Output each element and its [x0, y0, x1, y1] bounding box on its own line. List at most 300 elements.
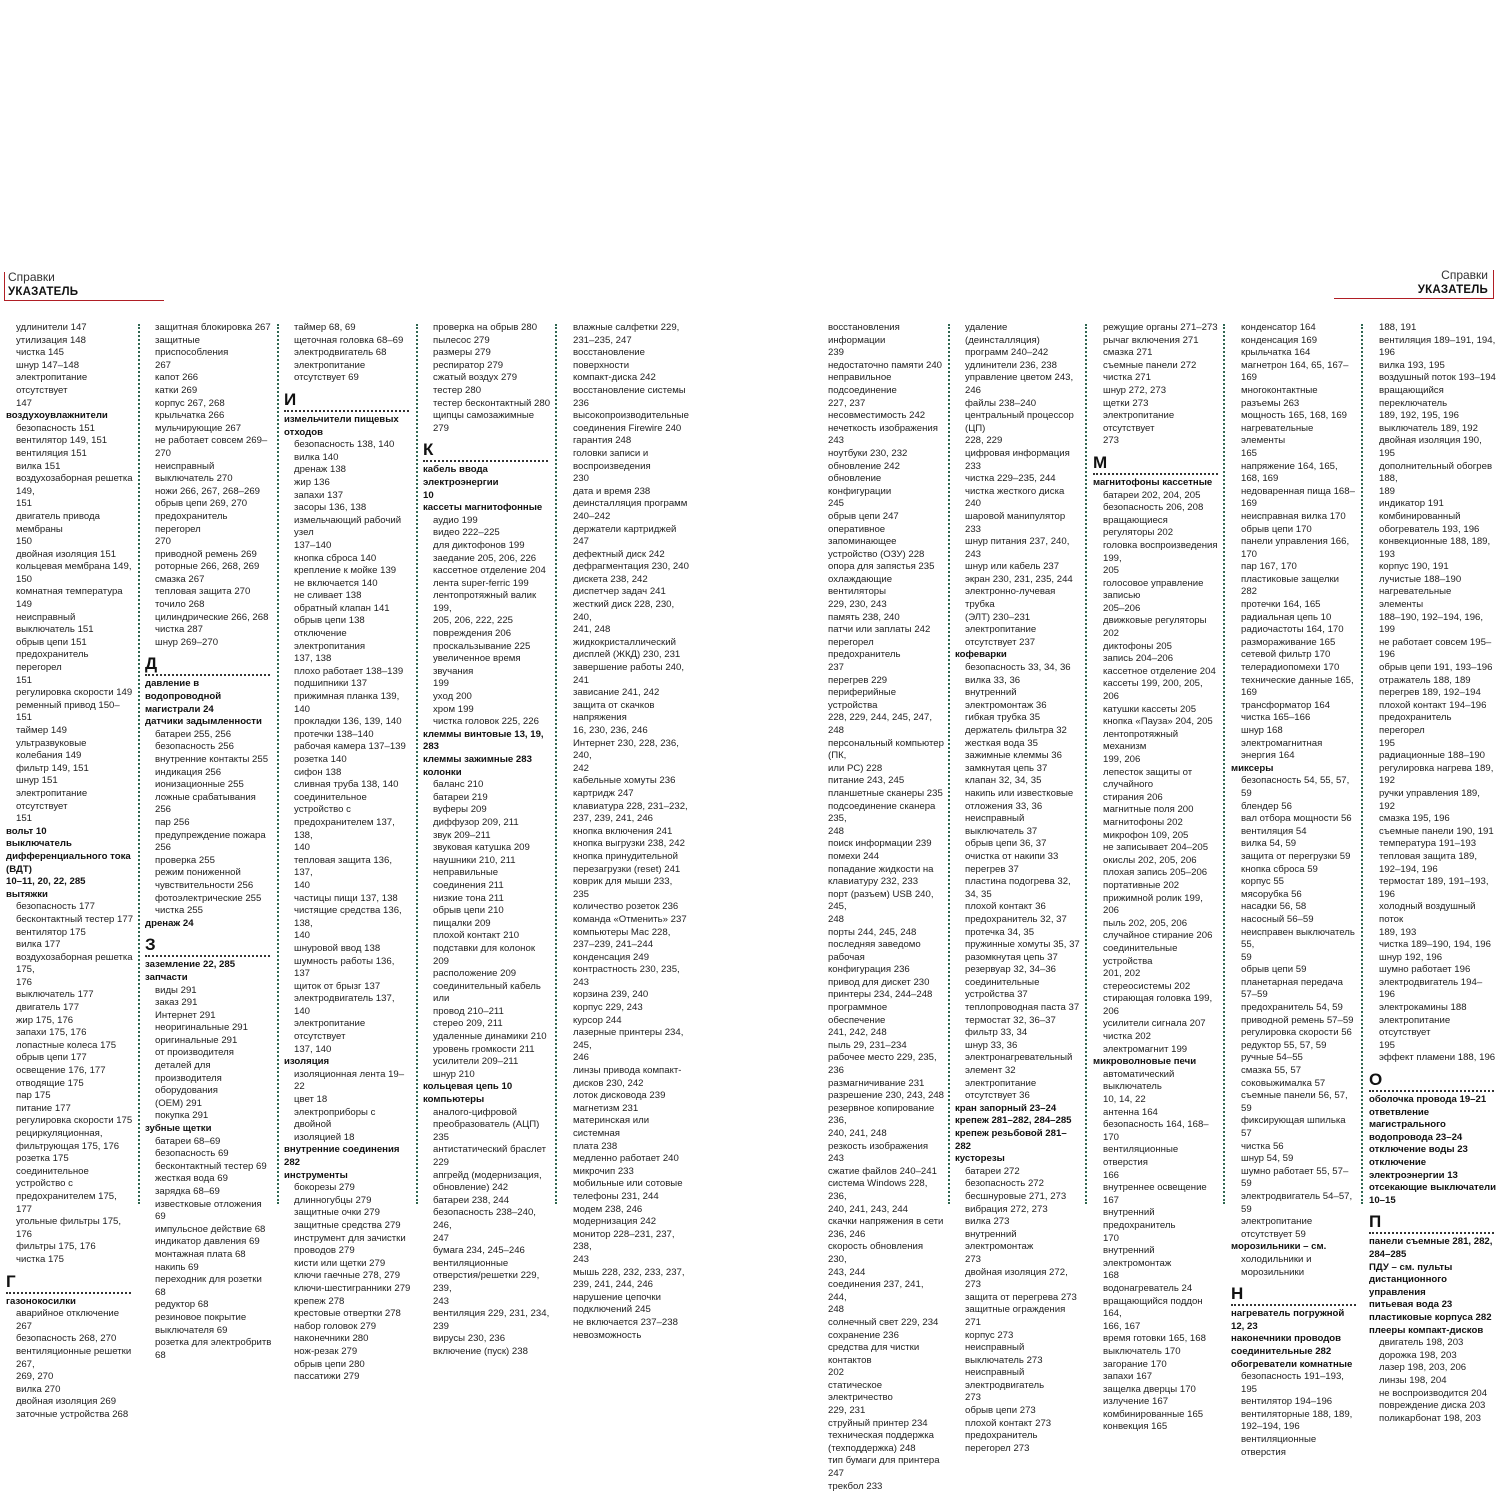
index-entry: конфигурация 236: [828, 964, 910, 976]
header-rule-vertical: [4, 272, 5, 300]
index-entry: микрофон 109, 205: [1103, 829, 1189, 841]
index-entry: 192–194, 196: [1241, 1421, 1300, 1433]
header-rule-horizontal: [4, 300, 164, 301]
index-entry: Интернет 291: [155, 1009, 216, 1021]
index-entry: подсоединение сканера 235,: [828, 800, 936, 825]
index-entry: безопасность 177: [16, 901, 95, 913]
index-entry: прокладки 136, 139, 140: [294, 716, 402, 728]
index-entry: (ЭЛТ) 230–231: [965, 611, 1031, 623]
index-entry: повреждение диска 203: [1379, 1400, 1486, 1412]
index-entry: ионизационные 255: [155, 779, 244, 791]
index-entry: фильтрующая 175, 176: [16, 1140, 120, 1152]
index-entry: электронагревательный: [965, 1052, 1073, 1064]
index-entry: усилители 209–211: [433, 1056, 519, 1068]
index-entry: ключи-шестигранники 279: [294, 1282, 411, 1294]
index-entry: 166: [1103, 1169, 1120, 1181]
index-heading: водопровода 23–24: [1369, 1131, 1463, 1143]
index-entry: трекбол 233: [828, 1480, 883, 1492]
index-entry: антистатический браслет 229: [433, 1144, 547, 1168]
index-entry: кнопка включения 241: [573, 825, 673, 837]
index-entry: 248: [828, 825, 845, 837]
index-entry: пар 175: [16, 1090, 51, 1102]
index-entry: бесконтактный тестер 69: [155, 1160, 267, 1172]
index-entry: 137, 138: [294, 653, 332, 665]
index-entry: батареи 238, 244: [433, 1194, 510, 1206]
index-entry: чистка жесткого диска 240: [965, 485, 1065, 510]
index-entry: плохой контакт 36: [965, 901, 1046, 913]
index-entry: таймер 68, 69: [294, 322, 356, 333]
index-entry: шнур 272, 273: [1103, 384, 1167, 396]
index-entry: провод 210–211: [433, 1005, 504, 1017]
index-entry: теплопроводная паста 37: [965, 1002, 1080, 1014]
index-entry: сетевой фильтр 170: [1241, 649, 1331, 661]
column-separator: [138, 324, 140, 1204]
index-entry: 140: [294, 930, 311, 942]
index-entry: лоток дисковода 239: [573, 1090, 666, 1102]
index-entry: шнур 151: [16, 775, 58, 787]
index-entry: мобильные или сотовые: [573, 1178, 683, 1190]
index-entry: приводной ремень 57–59: [1241, 1014, 1354, 1026]
index-entry: 188–190, 192–194, 196, 199: [1379, 611, 1484, 636]
index-entry: ключи гаечные 278, 279: [294, 1270, 401, 1282]
index-entry: комбинированные 165: [1103, 1408, 1204, 1420]
index-entry: смазка 267: [155, 573, 205, 585]
index-entry: 137, 140: [294, 1043, 332, 1055]
index-entry: регулировка скорости 175: [16, 1115, 133, 1127]
index-entry: чистка 175: [16, 1253, 64, 1265]
index-entry: мышь 228, 232, 233, 237,: [573, 1266, 685, 1278]
index-entry: магнитофоны 202: [1103, 816, 1183, 828]
section-letter: К: [423, 440, 548, 462]
index-entry: вилка 33, 36: [965, 674, 1021, 686]
index-entry: медленно работает 240: [573, 1153, 679, 1165]
index-entry: 267: [155, 359, 172, 371]
index-entry: планшетные сканеры 235: [828, 787, 943, 799]
index-entry: чистка 271: [1103, 372, 1151, 384]
index-entry: пар 167, 170: [1241, 561, 1297, 573]
index-entry: защита от скачков напряжения: [573, 699, 655, 724]
index-entry: конденсатор 164: [1241, 322, 1316, 333]
index-entry: безопасность 268, 270: [16, 1333, 117, 1345]
index-entry: шнур 269–270: [155, 636, 219, 648]
index-entry: дисков 230, 242: [573, 1077, 644, 1089]
index-entry: вентилятор 175: [16, 926, 86, 938]
index-entry: защитные средства 279: [294, 1219, 401, 1231]
index-entry: безопасность 256: [155, 741, 234, 753]
index-entry: порты 244, 245, 248: [828, 926, 917, 938]
index-entry: сливная труба 138, 140: [294, 779, 399, 791]
index-entry: вращающийся поддон 164,: [1103, 1295, 1203, 1320]
index-entry: крыльчатка 164: [1241, 347, 1311, 359]
index-entry: ложные срабатывания 256: [155, 791, 256, 816]
index-entry: электрокамины 188: [1379, 1002, 1467, 1014]
index-entry: зарядка 68–69: [155, 1186, 220, 1197]
column-separator: [277, 324, 279, 1204]
index-entry: клавиатура 228, 231–232,: [573, 800, 688, 812]
index-entry: изоляционная лента 19–22: [294, 1068, 405, 1093]
index-entry: внутренний предохранитель: [1103, 1207, 1176, 1231]
index-entry: магнетрон 164, 65, 167–169: [1241, 359, 1349, 384]
index-entry: поиск информации 239: [828, 838, 932, 850]
index-entry: 205, 206, 222, 225: [433, 615, 514, 627]
index-entry: загорание 170: [1103, 1358, 1167, 1370]
index-entry: чистка 56: [1241, 1140, 1284, 1152]
index-entry: радиочастоты 164, 170: [1241, 624, 1344, 636]
index-entry: электропитание отсутствует: [1103, 410, 1175, 434]
index-entry: аналого-цифровой: [433, 1106, 517, 1118]
index-entry: шнур 147–148: [16, 359, 80, 371]
index-entry: режущие органы 271–273: [1103, 322, 1218, 333]
index-entry: шнур 168: [1241, 725, 1283, 736]
index-entry: безопасность 272: [965, 1178, 1044, 1190]
index-entry: тестер бесконтактный 280: [433, 397, 551, 409]
index-entry: крепление к мойке 139: [294, 565, 397, 577]
index-entry: не работает совсем 195–196: [1379, 636, 1492, 661]
index-entry: приводной ремень 269: [155, 548, 257, 560]
index-entry: запахи 167: [1103, 1371, 1153, 1383]
index-entry: панели управления 166, 170: [1241, 536, 1350, 560]
index-entry: проскальзывание 225: [433, 640, 531, 652]
index-entry: обрыв цепи 269, 270: [155, 498, 248, 510]
index-entry: не включается 237–238: [573, 1316, 678, 1328]
index-entry: набор головок 279: [294, 1320, 377, 1332]
index-entry: 205: [1103, 565, 1120, 577]
index-entry: 168: [1103, 1270, 1120, 1282]
index-entry: 199: [433, 678, 450, 690]
index-entry: несовместимость 242: [828, 410, 926, 422]
index-entry: вилка 177: [16, 939, 61, 951]
index-entry: средства для чистки контактов: [828, 1342, 920, 1366]
index-entry: шнур 192, 196: [1379, 951, 1443, 963]
index-entry: безопасность 69: [155, 1148, 229, 1160]
index-entry: защитная блокировка 267: [155, 322, 271, 333]
index-entry: дефектный диск 242: [573, 548, 665, 560]
index-entry: неисправен выключатель 55,: [1241, 926, 1355, 951]
index-column: [1093, 322, 1219, 1472]
index-entry: цифровая информация 233: [965, 447, 1070, 472]
index-entry: шнур 33, 36: [965, 1039, 1018, 1051]
index-entry: перегрев 229: [828, 674, 888, 686]
index-entry: зажимные клеммы 36: [965, 750, 1062, 762]
index-entry: фильтр 149, 151: [16, 762, 89, 774]
index-entry: шнур питания 237, 240, 243: [965, 536, 1070, 560]
index-entry: гибкая трубка 35: [965, 712, 1041, 724]
index-entry: чистка 229–235, 244: [965, 473, 1056, 485]
index-entry: удаленные динамики 210: [433, 1031, 547, 1043]
index-entry: резкость изображения 243: [828, 1140, 929, 1165]
index-entry: линзы 198, 204: [1379, 1374, 1447, 1386]
section-letter: М: [1093, 453, 1218, 475]
index-entry: размагничивание 231: [828, 1077, 925, 1089]
index-entry: соединительные устройства: [1103, 942, 1178, 967]
index-entry: проверка 255: [155, 854, 215, 866]
index-entry: неправильные соединения 211: [433, 867, 504, 891]
column-separator: [416, 324, 418, 1204]
index-entry: 240–242: [573, 510, 611, 522]
index-entry: индикация 256: [155, 766, 222, 778]
index-entry: кнопка «Пауза» 204, 205: [1103, 716, 1213, 728]
index-entry: кабельные хомуты 236: [573, 775, 676, 787]
index-entry: электродвигатель 54–57, 59: [1241, 1190, 1353, 1215]
index-entry: плохой контакт 194–196: [1379, 699, 1487, 711]
section-letter: Г: [6, 1272, 131, 1294]
index-entry: водонагреватель 24: [1103, 1282, 1193, 1294]
index-entry: лучистые 188–190: [1379, 573, 1462, 585]
index-entry: индикатор 191: [1379, 498, 1444, 510]
index-heading: морозильники – см.: [1231, 1241, 1327, 1253]
index-entry: увеличенное время звучания: [433, 653, 521, 677]
index-entry: кнопка сброса 140: [294, 552, 377, 564]
header-title: УКАЗАТЕЛЬ: [1417, 284, 1488, 296]
index-entry: вентиляция 151: [16, 447, 87, 459]
index-entry: дата и время 238: [573, 485, 651, 497]
index-entry: двигатель 177: [16, 1002, 80, 1014]
index-entry: порт (разъем) USB 240, 245,: [828, 888, 934, 913]
header-rule-vertical: [1493, 270, 1494, 298]
index-entry: 137–140: [294, 539, 332, 551]
index-entry: обрыв цепи 280: [294, 1358, 365, 1370]
index-entry: нож-резак 279: [294, 1345, 358, 1357]
index-entry: контрастность 230, 235, 243: [573, 964, 680, 988]
index-heading: зубные щетки: [145, 1123, 212, 1135]
index-entry: электродвигатель 68: [294, 347, 387, 359]
index-entry: программное обеспечение: [828, 1002, 888, 1026]
index-entry: пластиковые защелки 282: [1241, 573, 1340, 598]
running-header-right: [1334, 268, 1494, 297]
index-entry: мясорубка 56: [1241, 888, 1302, 900]
index-entry: неправильное подсоединение: [828, 372, 897, 396]
index-entry: стирания 206: [1103, 791, 1163, 803]
index-entry: 176: [16, 976, 33, 988]
index-entry: последняя заведомо рабочая: [828, 939, 921, 963]
index-entry: рычаг включения 271: [1103, 334, 1199, 346]
index-entry: стереосистемы 202: [1103, 980, 1191, 992]
index-entry: дефрагментация 230, 240: [573, 561, 689, 573]
index-entry: кнопка принудительной: [573, 850, 678, 862]
index-entry: регулировка скорости 56: [1241, 1027, 1352, 1039]
index-entry: отводящие 175: [16, 1077, 84, 1089]
index-entry: 166, 167: [1103, 1320, 1141, 1332]
index-entry: соединения 237, 241, 244,: [828, 1279, 924, 1303]
index-entry: корпус 273: [965, 1329, 1014, 1341]
index-entry: вентилятор 194–196: [1241, 1396, 1333, 1408]
index-entry: резервуар 32, 34–36: [965, 964, 1057, 976]
index-entry: вентиляция 189–191, 194,: [1379, 334, 1496, 346]
index-entry: лента super-ferric 199: [433, 577, 529, 589]
index-entry: внутренние контакты 255: [155, 754, 269, 765]
index-entry: обрыв цепи 247: [828, 510, 899, 522]
index-entry: неоригинальные 291: [155, 1022, 248, 1034]
index-heading: 10–15: [1369, 1194, 1396, 1206]
index-entry: изоляцией 18: [294, 1131, 355, 1143]
index-entry: крестовые отвертки 278: [294, 1308, 401, 1320]
index-entry: ультразвуковые колебания 149: [16, 737, 87, 762]
index-entry: насадки 56, 58: [1241, 901, 1307, 913]
index-heading: измельчители пищевых: [284, 413, 399, 425]
index-entry: мульчирующие 267: [155, 422, 242, 434]
index-entry: автоматический выключатель: [1103, 1068, 1175, 1093]
index-column: [1231, 322, 1357, 1472]
index-heading: крепеж резьбовой 281–282: [955, 1128, 1067, 1152]
index-entry: 195: [1379, 737, 1396, 749]
index-entry: высокопроизводительные: [573, 410, 689, 422]
index-entry: блендер 56: [1241, 800, 1292, 812]
index-heading: давление в водопроводной: [145, 678, 222, 703]
index-heading: 284–285: [1369, 1248, 1407, 1260]
index-entry: файлы 238–240: [965, 397, 1037, 409]
index-entry: гарантия 248: [573, 435, 632, 447]
index-entry: коврик для мыши 233,: [573, 876, 673, 888]
index-entry: обрыв цепи 210: [433, 905, 504, 917]
index-entry: 273: [965, 1253, 982, 1265]
index-entry: электропитание отсутствует: [294, 1018, 366, 1043]
index-entry: перегорел предохранитель: [828, 636, 901, 661]
index-entry: сифон 138: [294, 766, 342, 778]
index-entry: режим пониженной: [155, 867, 241, 879]
index-entry: персональный компьютер (ПК,: [828, 737, 944, 762]
index-entry: 229, 230, 243: [828, 599, 887, 611]
index-entry: патчи или заплаты 242: [828, 624, 931, 636]
index-entry: корзина 239, 240: [573, 989, 649, 1001]
index-entry: длинногубцы 279: [294, 1194, 372, 1206]
index-entry: 199, 206: [1103, 754, 1141, 765]
index-entry: розетка 140: [294, 754, 347, 765]
index-entry: недоваренная пища 168–169: [1241, 485, 1355, 510]
index-entry: вентиляционные отверстия: [1103, 1144, 1179, 1168]
index-entry: чистящие средства 136, 138,: [294, 905, 402, 929]
index-entry: пластина подогрева 32, 34, 35: [965, 876, 1071, 900]
index-entry: разрешение 230, 243, 248: [828, 1090, 945, 1102]
index-heading: питьевая вода 23: [1369, 1299, 1453, 1311]
index-entry: трансформатор 164: [1241, 699, 1331, 711]
index-entry: монитор 228–231, 237, 238,: [573, 1228, 675, 1253]
index-heading: компьютеры: [423, 1094, 485, 1106]
index-heading: оболочка провода 19–21: [1369, 1094, 1487, 1106]
index-entry: диспетчер задач 241: [573, 586, 666, 598]
index-heading: наконечники проводов: [1231, 1333, 1342, 1345]
index-entry: съемные панели 272: [1103, 359, 1197, 371]
index-entry: 243: [573, 1253, 590, 1265]
index-entry: восстановление системы 236: [573, 384, 686, 409]
index-entry: щиток от брызг 137: [294, 980, 381, 992]
index-entry: 10, 14, 22: [1103, 1094, 1146, 1106]
index-entry: 273: [1103, 435, 1120, 447]
index-entry: чистка 189–190, 194, 196: [1379, 939, 1491, 951]
index-entry: плохо работает 138–139: [294, 665, 404, 677]
index-entry: электропитание отсутствует: [1379, 1014, 1451, 1039]
index-entry: 239, 241, 244, 246: [573, 1279, 654, 1291]
index-entry: 269, 270: [16, 1371, 54, 1383]
index-heading: дифференциального тока (ВДТ): [6, 850, 131, 875]
index-entry: уход 200: [433, 691, 472, 703]
index-entry: вентиляционные: [433, 1257, 509, 1269]
index-heading: отключение воды 23: [1369, 1144, 1468, 1156]
index-entry: 189, 192, 195, 196: [1379, 410, 1460, 422]
index-entry: заедание 205, 206, 226: [433, 552, 537, 564]
header-section: Справки: [1441, 268, 1488, 282]
index-entry: обрыв цепи 151: [16, 636, 87, 648]
index-entry: обрыв цепи 191, 193–196: [1379, 662, 1493, 674]
index-heading: кабель ввода электроэнергии: [423, 464, 499, 488]
index-entry: техническая поддержка: [828, 1430, 934, 1442]
index-entry: не записывает 204–205: [1103, 842, 1209, 854]
index-entry: отражатель 188, 189: [1379, 674, 1471, 686]
header-section: Справки: [8, 270, 55, 284]
index-entry: двигатель 198, 203: [1379, 1337, 1464, 1349]
index-entry: 241, 248: [573, 624, 611, 636]
index-entry: протечки 164, 165: [1241, 599, 1321, 611]
index-entry: виды 291: [155, 984, 197, 996]
index-entry: система Windows 228, 236,: [828, 1178, 928, 1202]
index-entry: электропитание отсутствует 36: [965, 1077, 1037, 1102]
index-entry: управление цветом 243, 246: [965, 372, 1074, 396]
index-column: [955, 322, 1081, 1472]
index-entry: для диктофонов 199: [433, 539, 525, 551]
index-entry: 201, 202: [1103, 968, 1141, 980]
index-entry: 189: [1379, 485, 1396, 497]
index-entry: вилка 270: [16, 1383, 61, 1395]
index-entry: электроприборы с двойной: [294, 1106, 376, 1131]
index-entry: корпус 55: [1241, 876, 1284, 888]
index-entry: корпус 229, 243: [573, 1002, 643, 1014]
index-entry: электропитание отсутствует 69: [294, 359, 366, 384]
index-entry: корпус 190, 191: [1379, 561, 1449, 573]
index-entry: элемент 32: [965, 1065, 1016, 1077]
index-entry: электродвигатель 194–196: [1379, 976, 1483, 1001]
index-entry: вал отбора мощности 56: [1241, 813, 1352, 825]
index-entry: резиновое покрытие: [155, 1311, 247, 1323]
index-entry: перегрев 37: [965, 863, 1019, 875]
index-entry: от производителя деталей для: [155, 1047, 234, 1072]
index-entry: дорожка 198, 203: [1379, 1349, 1457, 1361]
index-entry: курсор 244: [573, 1014, 622, 1026]
index-entry: проверка на обрыв 280: [433, 322, 538, 333]
index-entry: ручные 54–55: [1241, 1052, 1303, 1064]
index-entry: чувствительности 256: [155, 879, 254, 891]
index-entry: переходник для розетки 68: [155, 1274, 262, 1298]
index-entry: кнопка сброса 59: [1241, 863, 1318, 875]
index-entry: мощность 165, 168, 169: [1241, 410, 1347, 422]
index-heading: магистрали 24: [145, 703, 214, 715]
index-entry: кнопка выгрузки 238, 242: [573, 838, 685, 850]
index-entry: струйный принтер 234: [828, 1417, 928, 1429]
index-entry: не работает совсем 269–270: [155, 435, 268, 459]
index-entry: картридж 247: [573, 787, 634, 799]
index-entry: щеточная головка 68–69: [294, 334, 404, 346]
index-entry: удлинители 236, 238: [965, 359, 1057, 371]
index-entry: время готовки 165, 168: [1103, 1333, 1206, 1345]
index-entry: бумага 234, 245–246: [433, 1245, 525, 1257]
index-entry: случайное стирание 206: [1103, 930, 1213, 942]
index-column: [145, 322, 273, 1472]
index-entry: предупреждение пожара 256: [155, 829, 266, 854]
column-separator: [948, 324, 950, 1204]
index-entry: защита от перегрузки 59: [1241, 850, 1351, 862]
index-entry: пар 256: [155, 816, 190, 828]
index-entry: вибрация 272, 273: [965, 1203, 1048, 1215]
index-entry: эффект пламени 188, 196: [1379, 1052, 1496, 1064]
index-entry: защитные приспособления: [155, 334, 229, 359]
index-entry: лепесток защиты от случайного: [1103, 766, 1193, 791]
index-entry: 231–235, 247: [573, 334, 632, 346]
index-entry: освещение 176, 177: [16, 1065, 106, 1077]
index-entry: обрыв цепи 36, 37: [965, 838, 1047, 850]
index-entry: 140: [294, 842, 311, 854]
index-entry: 188, 191: [1379, 322, 1417, 333]
index-entry: конденсация 249: [573, 951, 650, 963]
index-entry: батареи 272: [965, 1165, 1020, 1177]
index-entry: влажные салфетки 229,: [573, 322, 680, 333]
